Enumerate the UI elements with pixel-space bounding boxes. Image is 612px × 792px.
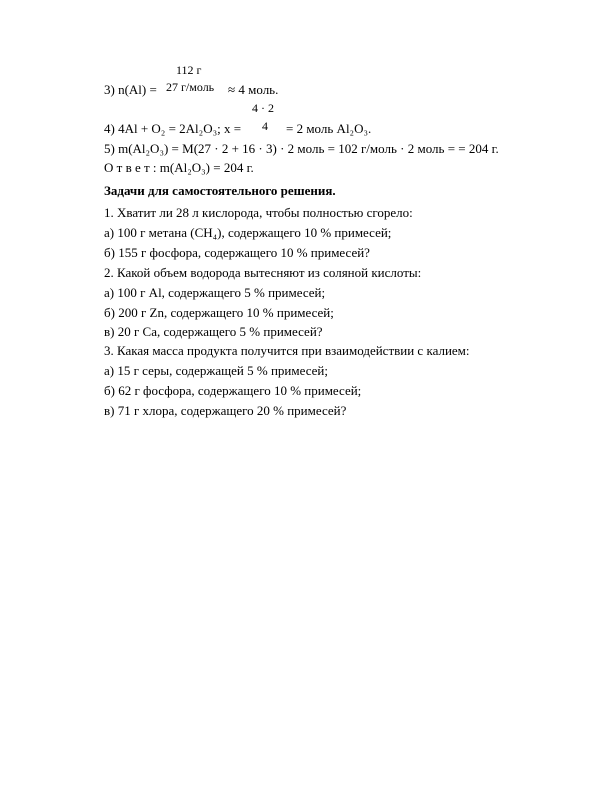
step-5: 5) m(Al₂O₃) = M(27 · 2 + 16 · 3) · 2 моль = 102 г/моль · 2 моль = = 204 г. <box>104 141 499 156</box>
step-4-result: = 2 моль Al₂O₃. <box>286 121 372 136</box>
task-line: а) 15 г серы, содержащей 5 % примесей; <box>104 363 328 378</box>
task-line: б) 200 г Zn, содержащего 10 % примесей; <box>104 305 334 320</box>
step-4-equation: 4) 4Al + O₂ = 2Al₂O₃; x = <box>104 121 242 136</box>
fraction-3-denominator: 27 г/моль <box>166 80 215 94</box>
task-line: а) 100 г Al, содержащего 5 % примесей; <box>104 285 326 300</box>
tasks-heading: Задачи для самостоятельного решения. <box>104 183 336 198</box>
task-line: б) 155 г фосфора, содержащего 10 % примесей? <box>104 245 370 260</box>
task-line: а) 100 г метана (CH₄), содержащего 10 % примесей; <box>104 225 392 240</box>
task-line: в) 71 г хлора, содержащего 20 % примесей? <box>104 403 347 418</box>
task-line: 2. Какой объем водорода вытесняют из соляной кислоты: <box>104 265 422 280</box>
fraction-4-numerator: 4 · 2 <box>252 101 274 115</box>
task-line: 1. Хватит ли 28 л кислорода, чтобы полностью сгорело: <box>104 205 413 220</box>
fraction-3-numerator: 112 г <box>176 63 202 77</box>
answer-line: О т в е т : m(Al₂O₃) = 204 г. <box>104 160 254 175</box>
step-3-result: ≈ 4 моль. <box>228 82 279 97</box>
task-line: б) 62 г фосфора, содержащего 10 % примесей; <box>104 383 362 398</box>
fraction-4-denominator: 4 <box>262 119 268 133</box>
task-line: 3. Какая масса продукта получится при взаимодействии с калием: <box>104 343 470 358</box>
task-line: в) 20 г Са, содержащего 5 % примесей? <box>104 324 323 339</box>
step-3-label: 3) n(Al) = <box>104 82 157 97</box>
